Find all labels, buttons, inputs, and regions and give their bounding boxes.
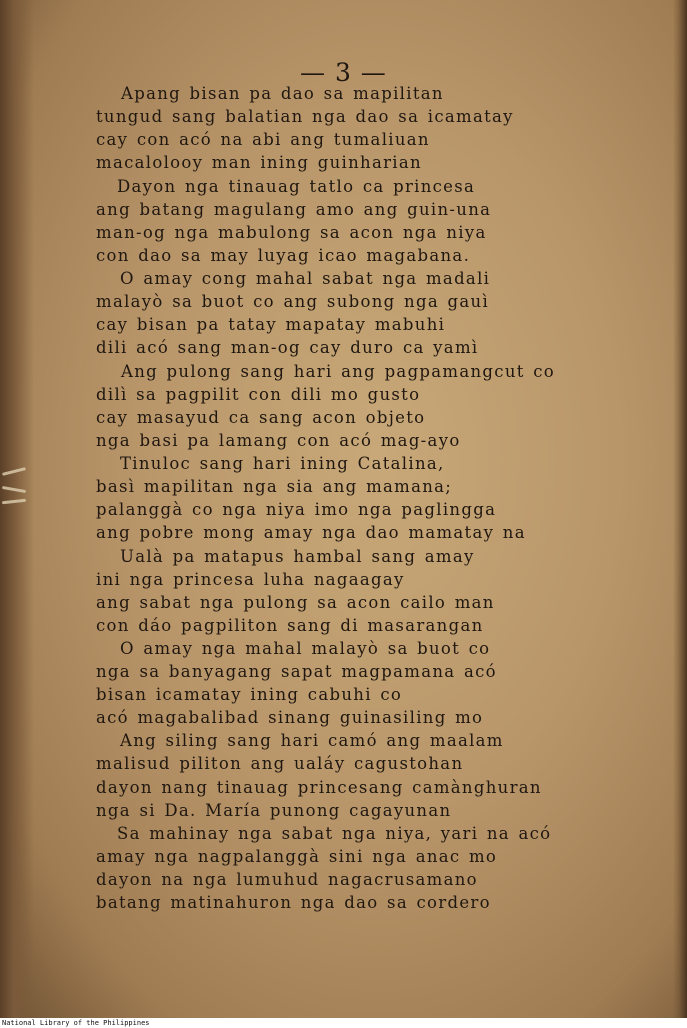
- poem-line: Dayon nga tinauag tatlo ca princesa: [117, 177, 476, 196]
- poem-line: cay bisan pa tatay mapatay mabuhi: [96, 315, 446, 334]
- poem-line: Ang siling sang hari camó ang maalam: [120, 731, 504, 750]
- poem-line: dayon na nga lumuhud nagacrusamano: [96, 870, 478, 889]
- poem-line: dilì sa pagpilit con dili mo gusto: [96, 385, 421, 404]
- poem-line: ang sabat nga pulong sa acon cailo man: [96, 593, 495, 612]
- poem-line: nga basi pa lamang con acó mag-ayo: [96, 431, 461, 450]
- poem-line: ang batang magulang amo ang guin-una: [96, 200, 492, 219]
- poem-line: malisud piliton ang ualáy cagustohan: [96, 754, 464, 773]
- poem-line: man-og nga mabulong sa acon nga niya: [96, 223, 487, 242]
- poem-line: O amay cong mahal sabat nga madali: [120, 269, 491, 288]
- poem-line: dili acó sang man-og cay duro ca yamì: [96, 338, 479, 357]
- poem-line: Ang pulong sang hari ang pagpamangcut co: [121, 362, 556, 381]
- poem-line: malayò sa buot co ang subong nga gauì: [96, 292, 490, 311]
- poem-line: amay nga nagpalanggà sini nga anac mo: [96, 847, 498, 866]
- book-spine: [0, 0, 34, 1018]
- poem-line: cay con acó na abi ang tumaliuan: [96, 130, 430, 149]
- poem-line: acó magabalibad sinang guinasiling mo: [96, 708, 484, 727]
- library-credit: National Library of the Philippines: [2, 1019, 150, 1027]
- poem-line: batang matinahuron nga dao sa cordero: [96, 893, 491, 912]
- poem-line: con dáo pagpiliton sang di masarangan: [96, 616, 484, 635]
- poem-line: macalolooy man ining guinharian: [96, 153, 422, 172]
- poem-line: palanggà co nga niya imo nga paglingga: [96, 500, 497, 519]
- page-edge: [673, 0, 687, 1018]
- poem-line: Apang bisan pa dao sa mapilitan: [121, 84, 444, 103]
- poem-line: bisan icamatay ining cabuhi co: [96, 685, 403, 704]
- poem-line: cay masayud ca sang acon objeto: [96, 408, 426, 427]
- poem-line: con dao sa may luyag icao magabana.: [96, 246, 471, 265]
- poem-line: ini nga princesa luha nagaagay: [96, 570, 405, 589]
- poem-line: O amay nga mahal malayò sa buot co: [120, 639, 491, 658]
- poem-line: Tinuloc sang hari ining Catalina,: [120, 454, 445, 473]
- poem-line: nga sa banyagang sapat magpamana acó: [96, 662, 497, 681]
- poem-line: Ualà pa matapus hambal sang amay: [120, 547, 475, 566]
- poem-line: basì mapilitan nga sia ang mamana;: [96, 477, 453, 496]
- poem-line: tungud sang balatian nga dao sa icamatay: [96, 107, 514, 126]
- poem-line: dayon nang tinauag princesang camànghuran: [96, 778, 542, 797]
- poem-line: ang pobre mong amay nga dao mamatay na: [96, 523, 526, 542]
- poem-line: Sa mahinay nga sabat nga niya, yari na acó: [117, 824, 552, 843]
- poem-line: nga si Da. María punong cagayunan: [96, 801, 452, 820]
- page-number: — 3 —: [300, 58, 387, 87]
